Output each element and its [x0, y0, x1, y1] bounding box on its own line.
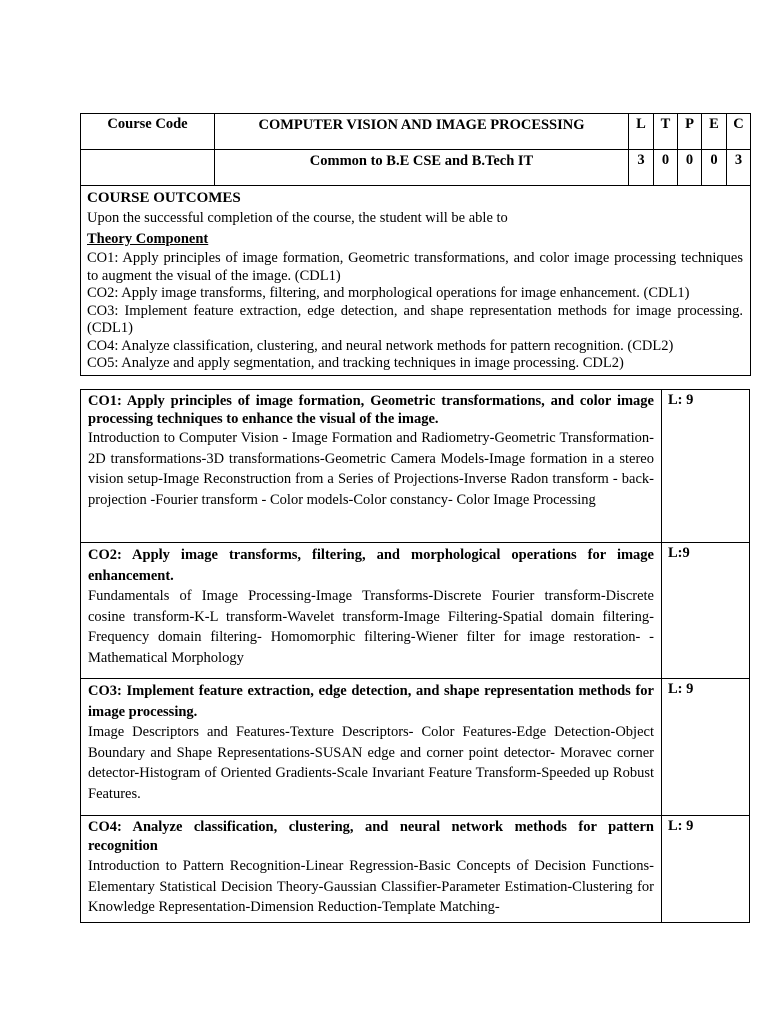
unit-body: Introduction to Computer Vision - Image Formation and Radiometry-Geometric Transformation-2D transformations-3D transformations-Geometric Camera Models-Image formation in a stereo vision setup-Image Reconstruction from a Series of Projections-Inverse Radon transform - back-projection -Fourier transform - Color models-Color constancy- Color Image Processing: [88, 430, 654, 508]
ltpec-value-l: 3: [629, 150, 654, 186]
outcome-co2: CO2: Apply image transforms, filtering, and morphological operations for image enhancement. (CDL1): [87, 285, 690, 301]
course-code-value: [81, 150, 215, 186]
unit-heading: CO4: Analyze classification, clustering, and neural network methods for pattern recognition: [88, 819, 654, 854]
course-header-table: [80, 113, 751, 376]
ltpec-label-e: E: [702, 114, 727, 150]
unit-content: [81, 816, 662, 923]
course-outcomes-title: COURSE OUTCOMES: [87, 190, 241, 206]
unit-content: [81, 390, 662, 543]
unit-row: [81, 390, 750, 543]
theory-component-label: Theory Component: [87, 231, 209, 247]
unit-row: [81, 816, 750, 923]
course-outcomes-section: [81, 186, 751, 376]
unit-hours: L: 9: [662, 816, 750, 923]
unit-hours: L:9: [662, 543, 750, 679]
unit-hours: L: 9: [662, 390, 750, 543]
ltpec-label-l: L: [629, 114, 654, 150]
unit-row: [81, 679, 750, 816]
outcome-co5: CO5: Analyze and apply segmentation, and tracking techniques in image processing. CDL2): [87, 355, 624, 371]
unit-content: [81, 679, 662, 816]
outcome-co1: CO1: Apply principles of image formation, Geometric transformations, and color image processing techniques to augment the visual of the image. (CDL1): [87, 250, 743, 284]
course-outcomes-intro: Upon the successful completion of the course, the student will be able to: [87, 210, 508, 226]
unit-hours: L: 9: [662, 679, 750, 816]
unit-content: [81, 543, 662, 679]
ltpec-label-t: T: [654, 114, 678, 150]
unit-body: Introduction to Pattern Recognition-Linear Regression-Basic Concepts of Decision Functions-Elementary Statistical Decision Theory-Gaussian Classifier-Parameter Estimation-Clustering for Knowledge Representation-Dimension Reduction-Template Matching-: [88, 858, 654, 915]
ltpec-label-p: P: [678, 114, 702, 150]
unit-body: Image Descriptors and Features-Texture Descriptors- Color Features-Edge Detection-Object Boundary and Shape Representations-SUSAN edge and corner point detector- Moravec corner detector-Histogram of Oriented Gradients-Scale Invariant Feature Transform-Speeded up Robust Features.: [88, 724, 654, 802]
unit-row: [81, 543, 750, 679]
units-table: [80, 389, 750, 923]
ltpec-value-p: 0: [678, 150, 702, 186]
ltpec-value-e: 0: [702, 150, 727, 186]
common-to: Common to B.E CSE and B.Tech IT: [215, 150, 629, 186]
unit-heading: CO1: Apply principles of image formation, Geometric transformations, and color image processing techniques to enhance the visual of the image.: [88, 393, 654, 427]
unit-heading: CO2: Apply image transforms, filtering, and morphological operations for image enhancement.: [88, 547, 654, 584]
ltpec-value-c: 3: [727, 150, 751, 186]
outcome-co4: CO4: Analyze classification, clustering, and neural network methods for pattern recognition. (CDL2): [87, 337, 674, 354]
ltpec-value-t: 0: [654, 150, 678, 186]
outcome-co3: CO3: Implement feature extraction, edge detection, and shape representation methods for image processing. (CDL1): [87, 302, 743, 336]
unit-heading: CO3: Implement feature extraction, edge detection, and shape representation methods for image processing.: [88, 683, 654, 720]
ltpec-label-c: C: [727, 114, 751, 150]
unit-body: Fundamentals of Image Processing-Image Transforms-Discrete Fourier transform-Discrete cosine transform-K-L transform-Wavelet transform-Image Filtering-Spatial domain filtering-Frequency domain filtering- Homomorphic filtering-Wiener filter for image restoration- -Mathematical Morphology: [88, 588, 654, 666]
course-code-label: Course Code: [81, 114, 215, 150]
course-title: COMPUTER VISION AND IMAGE PROCESSING: [215, 114, 629, 150]
